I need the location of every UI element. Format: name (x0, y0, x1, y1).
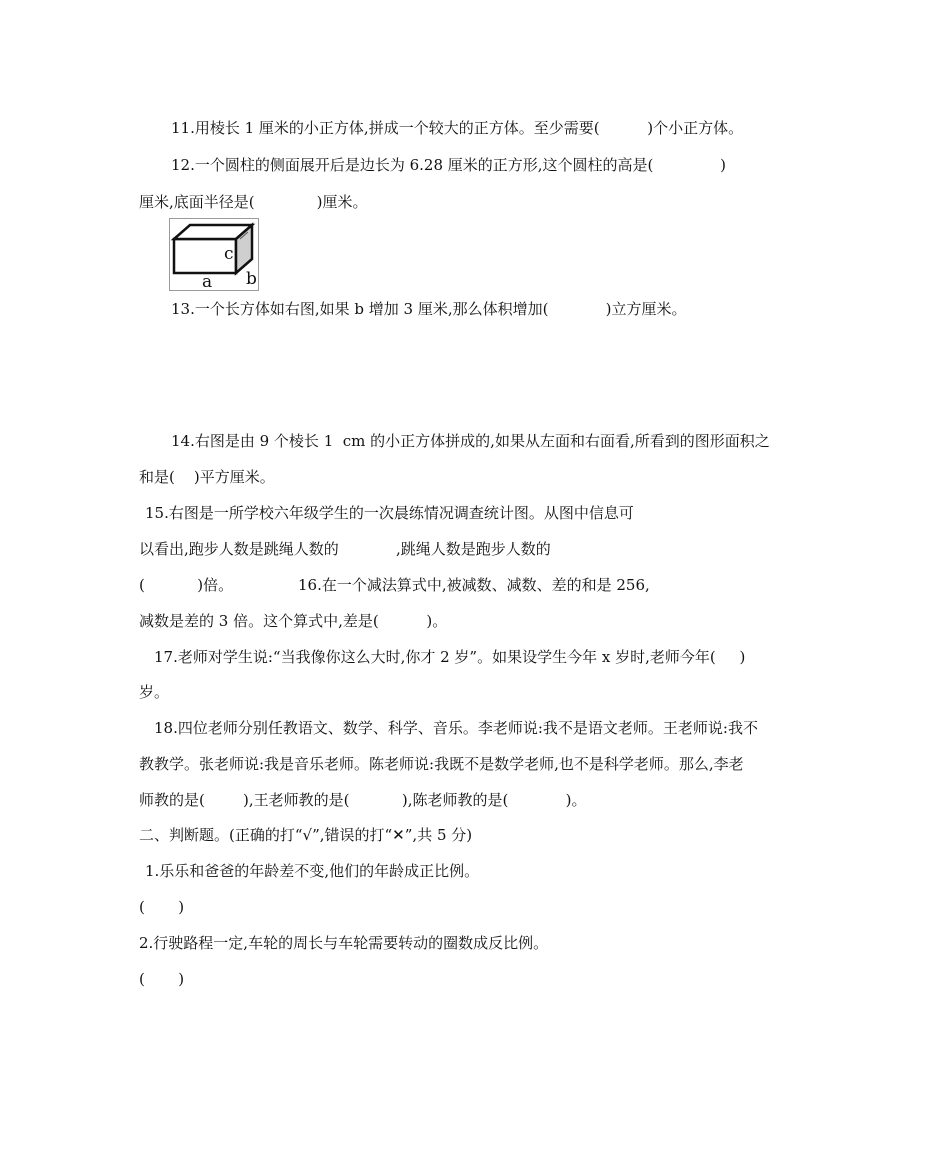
cuboid-figure (169, 218, 259, 291)
label-a: a (202, 272, 213, 290)
label-c: c (224, 244, 234, 264)
question-15-line-2: 以看出,跑步人数是跳绳人数的 ,跳绳人数是跑步人数的 (139, 540, 551, 558)
question-16-line-1: 16.在一个减法算式中,被减数、减数、差的和是 256, (298, 576, 650, 594)
question-17-line-1: 17.老师对学生说:“当我像你这么大时,你才 2 岁”。如果设学生今年 x 岁时,老师今年( ) (154, 648, 746, 666)
question-13: 13.一个长方体如右图,如果 b 增加 3 厘米,那么体积增加( )立方厘米。 (171, 300, 687, 318)
cuboid-diagram (170, 219, 258, 290)
question-16-line-2: 减数是差的 3 倍。这个算式中,差是( )。 (139, 612, 448, 630)
judge-item-1-blank[interactable]: ( ) (139, 898, 185, 916)
question-17-line-2: 岁。 (139, 683, 170, 701)
question-14-line-1: 14.右图是由 9 个棱长 1 cm 的小正方体拼成的,如果从左面和右面看,所看到的图形面积之 (171, 432, 770, 450)
question-15-line-3: ( )倍。 (139, 576, 234, 594)
question-12-line-2: 厘米,底面半径是( )厘米。 (139, 193, 368, 211)
question-18-line-3: 师教的是( ),王老师教的是( ),陈老师教的是( )。 (139, 791, 587, 809)
question-18-line-1: 18.四位老师分别任教语文、数学、科学、音乐。李老师说:我不是语文老师。王老师说:我不 (154, 719, 758, 737)
question-11: 11.用棱长 1 厘米的小正方体,拼成一个较大的正方体。至少需要( )个小正方体。 (171, 119, 744, 137)
question-15-line-1: 15.右图是一所学校六年级学生的一次晨练情况调查统计图。从图中信息可 (145, 504, 634, 522)
label-b: b (246, 269, 257, 289)
question-14-line-2: 和是( )平方厘米。 (139, 468, 275, 486)
section-2-title: 二、判断题。(正确的打“√”,错误的打“✕”,共 5 分) (139, 826, 473, 844)
judge-item-1-text: 1.乐乐和爸爸的年龄差不变,他们的年龄成正比例。 (145, 862, 480, 880)
question-12-line-1: 12.一个圆柱的侧面展开后是边长为 6.28 厘米的正方形,这个圆柱的高是( ) (171, 156, 727, 174)
question-18-line-2: 教教学。张老师说:我是音乐老师。陈老师说:我既不是数学老师,也不是科学老师。那么,李老 (139, 755, 744, 773)
judge-item-2-text: 2.行驶路程一定,车轮的周长与车轮需要转动的圈数成反比例。 (139, 934, 549, 952)
judge-item-2-blank[interactable]: ( ) (139, 970, 185, 988)
